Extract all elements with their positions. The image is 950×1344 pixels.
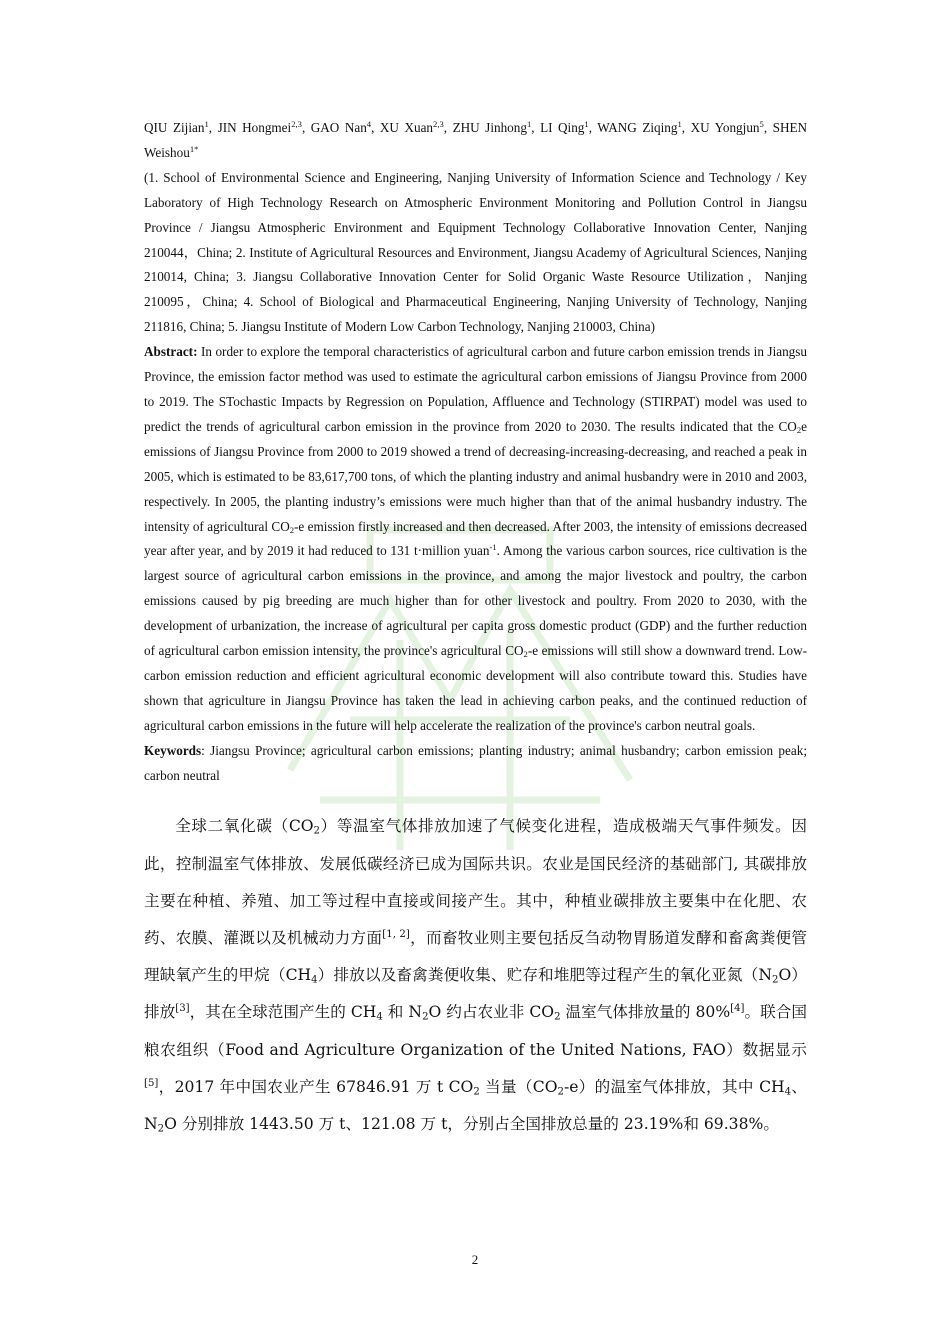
abstract-label: Abstract: — [144, 344, 198, 360]
citation-ref[interactable]: [5] — [144, 1077, 159, 1089]
citation-ref[interactable]: [4] — [730, 1003, 745, 1015]
affiliations: (1. School of Environmental Science and Engineering, Nanjing University of Information Science and Technology / Key Laboratory of High Technology Research on Atmospheric Environment Monitoring and Pollution Control in Jiangsu Province / Jiangsu Atmospheric Environment and Equipment Technology Collaborative Innovation Center, Nanjing 210044，China; 2. Institute of Agricultural Resources and Environment, Jiangsu Academy of Agricultural Sciences, Nanjing 210014, China; 3. Jiangsu Collaborative Innovation Center for Solid Organic Waste Resource Utilization，Nanjing 210095，China; 4. School of Biological and Pharmaceutical Engineering, Nanjing University of Technology, Nanjing 211816, China; 5. Jiangsu Institute of Modern Low Carbon Technology, Nanjing 210003, China) — [144, 169, 807, 335]
page-content — [144, 116, 807, 1143]
page-number: 2 — [471, 1252, 479, 1267]
citation-ref[interactable]: [3] — [175, 1003, 190, 1015]
keywords: Keywords: Jiangsu Province; agricultural carbon emissions; planting industry; animal husbandry; carbon emission peak; carbon neutral — [144, 742, 807, 783]
abstract: Abstract: In order to explore the temporal characteristics of agricultural carbon and future carbon emission trends in Jiangsu Province, the emission factor method was used to estimate the agricultural carbon emissions of Jiangsu Province from 2000 to 2019. The STochastic Impacts by Regression on Population, Affluence and Technology (STIRPAT) model was used to predict the trends of agricultural carbon emission in the province from 2020 to 2030. The results indicated that the $CO_2e$ emissions of Jiangsu Province from 2000 to 2019 showed a trend of decreasing-increasing-decreasing, and reached a peak in 2005, which is estimated to be 83,617,700 tons, of which the planting industry and animal husbandry were in 2010 and 2003, respectively. In 2005, the planting industry’s emissions were much higher than that of the animal husbandry industry. The intensity of agricultural $CO_2-e$ emission firstly increased and then decreased. After 2003, the intensity of emissions decreased year after year, and by 2019 it had reduced to 131 t·million yuan$^{-1}$. Among the various carbon sources, rice cultivation is the largest source of agricultural carbon emissions in the province, and among the major livestock and poultry, the carbon emissions caused by pig breeding are much higher than for other livestock and poultry. From 2020 to 2030, with the development of urbanization, the increase of agricultural per capita gross domestic product (GDP) and the further reduction of agricultural carbon emission intensity, the province's agricultural $CO_2-e$ emissions will still show a downward trend. Low-carbon emission reduction and efficient agricultural economic development will also contribute toward this. Studies have shown that agriculture in Jiangsu Province has taken the lead in achieving carbon peaks, and the continued reduction of agricultural carbon emissions in the future will help accelerate the realization of the province's carbon neutral goals. — [144, 344, 807, 733]
body-paragraph: 全球二氧化碳$(CO_2)$等温室气体排放加速了气候变化进程，造成极端天气事件频发。因此，控制温室气体排放、发展低碳经济已成为国际共识。农业是国民经济的基础部门, 其碳排放主要在种植、养殖、加工等过程中直接或间接产生。其中，种植业碳排放主要集中在化肥、农药、农膜、灌溉以及机械动力方面[1, 2]，而畜牧业则主要包括反刍动物胃肠道发酵和畜禽粪便管理缺氧产生的甲烷$(CH_4)$排放以及畜禽粪便收集、贮存和堆肥等过程产生的氧化亚氮$(N_2O)$排放[3]，其在全球范围产生的 $CH_4$ 和 $N_2O$ 约占农业非 $CO_2$ 温室气体排放量的 80%[4]。联合国粮农组织（Food and Agriculture Organization of the United Nations, FAO）数据显示[5]，2017 年中国农业产生 67846.91 万 t $CO_2$ 当量$(CO_2-e)$的温室气体排放，其中 $CH_4$、$N_2O$ 分别排放 1443.50 万 t、121.08 万 t，分别占全国排放总量的 23.19%和 69.38%。 — [144, 817, 807, 1135]
citation-ref[interactable]: [1, 2] — [382, 929, 410, 940]
keywords-label: Keywords — [144, 742, 202, 758]
author-list: QIU Zijian$^1$, JIN Hongmei$^{2,3}$, GAO Nan$^4$, XU Xuan$^{2,3}$, ZHU Jinhong$^1$, LI Qing$^1$, WANG Ziqing$^1$, XU Yongjun$^5$, SHEN Weishou$^{1*}$ — [144, 118, 808, 160]
